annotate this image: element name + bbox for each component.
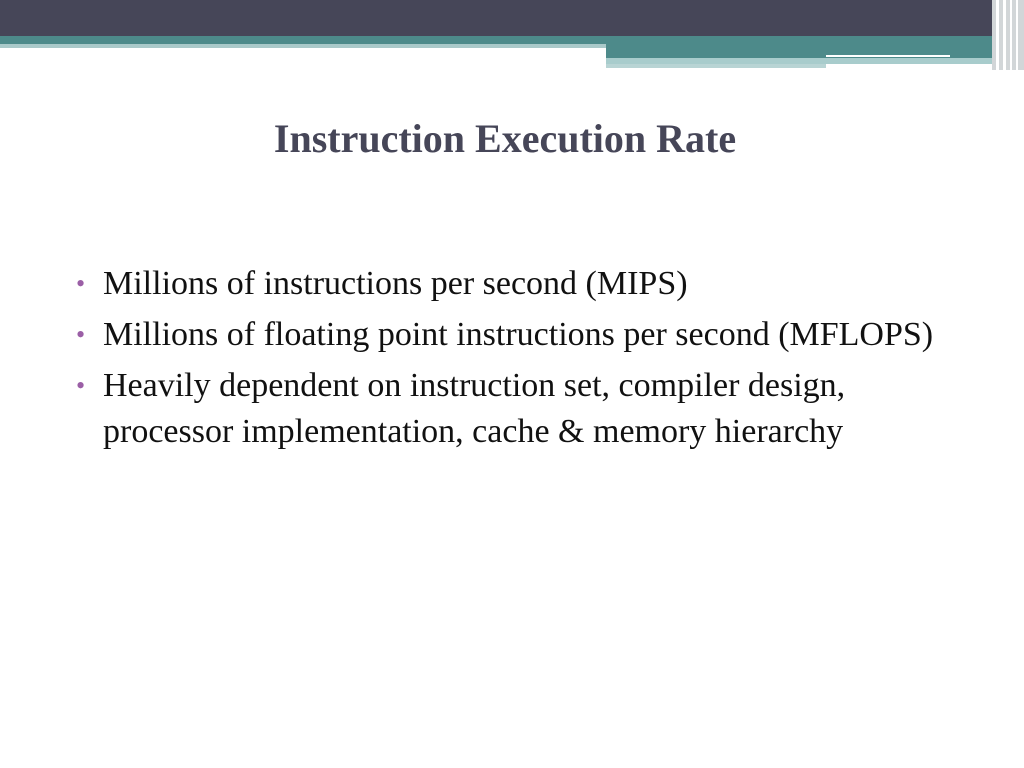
header-teal-step bbox=[606, 48, 1024, 58]
bullet-item bbox=[76, 261, 956, 307]
bullet-list bbox=[76, 261, 956, 460]
header-white-line bbox=[826, 55, 950, 57]
bullet-item bbox=[76, 312, 956, 358]
bullet-text: Millions of floating point instructions per second (MFLOPS) bbox=[103, 316, 934, 353]
bullet-marker-icon: • bbox=[76, 371, 86, 400]
header-light-stripe bbox=[0, 44, 606, 48]
header-dark-band bbox=[0, 0, 1024, 36]
bullet-marker-icon: • bbox=[76, 320, 86, 349]
header-light-strip-lower bbox=[606, 64, 826, 68]
bullet-item bbox=[76, 363, 956, 455]
slide-title: Instruction Execution Rate bbox=[273, 116, 737, 161]
bullet-text: Millions of instructions per second (MIPS) bbox=[103, 265, 688, 302]
bullet-text: Heavily dependent on instruction set, compiler design, processor implementation, cache & memory hierarchy bbox=[103, 367, 846, 450]
header-vertical-stripes bbox=[992, 0, 1024, 70]
bullet-marker-icon: • bbox=[76, 269, 86, 298]
